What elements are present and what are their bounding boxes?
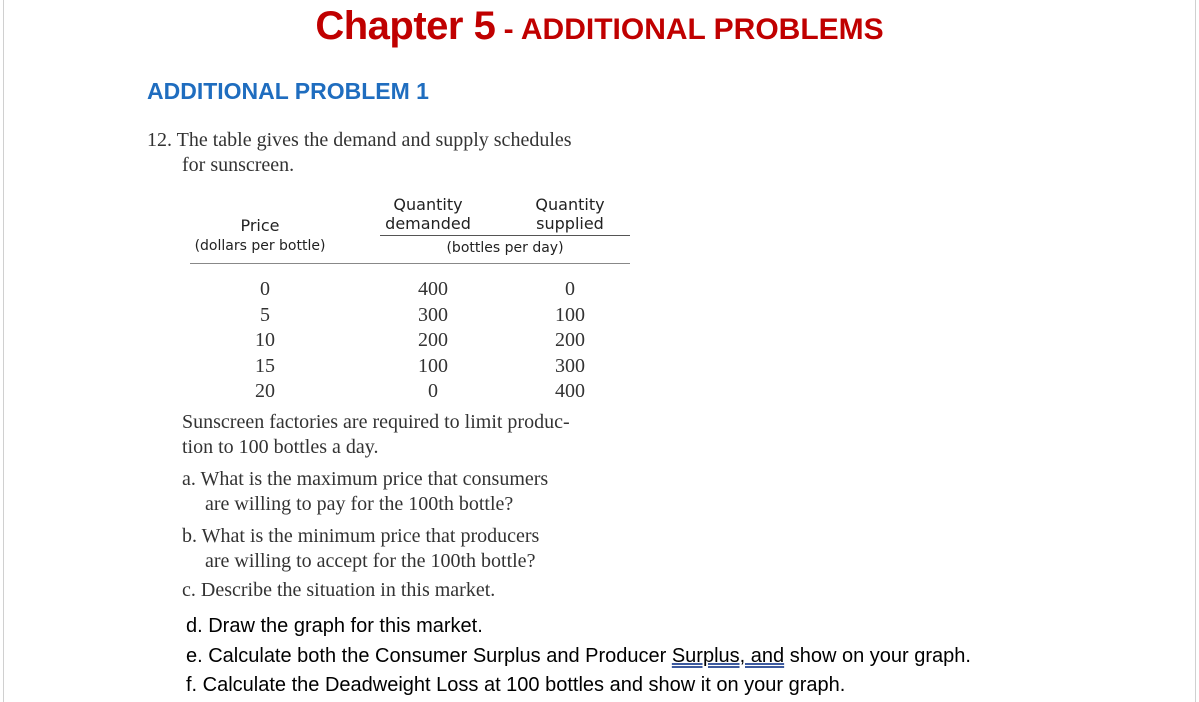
table-cell: 0: [428, 380, 438, 402]
question-a-line-1: a. What is the maximum price that consumers: [182, 468, 549, 490]
condition-line-2: tion to 100 bottles a day.: [182, 436, 379, 458]
header-rule-upper: [380, 235, 630, 236]
qty-units: (bottles per day): [446, 240, 564, 256]
qd-header-2: demanded: [385, 214, 471, 233]
price-units: (dollars per bottle): [194, 238, 326, 254]
title-rest: - ADDITIONAL PROBLEMS: [495, 13, 884, 46]
table-cell: 400: [555, 380, 585, 402]
table-cell: 300: [555, 354, 585, 377]
table-cell: 300: [418, 303, 448, 326]
page-title: [0, 4, 1199, 49]
table-cell: 200: [555, 329, 585, 351]
table-cell: 10: [255, 329, 275, 351]
condition-line-1: Sunscreen factories are required to limit produc-: [182, 411, 570, 433]
question-e-underlined: Surplus, and: [671, 645, 785, 667]
question-e: [186, 644, 971, 668]
qs-header-2: supplied: [536, 214, 604, 233]
table-cell: 20: [255, 380, 275, 402]
problem-heading: ADDITIONAL PROBLEM 1: [147, 78, 429, 104]
quantity-demanded-column: [403, 277, 463, 405]
price-header: Price: [240, 216, 280, 235]
table-cell: 400: [418, 278, 448, 300]
intro-line-1: 12. The table gives the demand and supply schedules: [147, 129, 572, 151]
table-cell: 0: [260, 278, 270, 300]
table-cell: 15: [255, 354, 275, 377]
question-e-start: e. Calculate both the Consumer Surplus and Producer: [186, 645, 672, 667]
question-a-line-2: are willing to pay for the 100th bottle?: [205, 493, 514, 515]
header-rule-lower: [190, 263, 630, 264]
table-cell: 100: [418, 354, 448, 377]
quantity-supplied-column: [540, 277, 600, 405]
qd-header-1: Quantity: [393, 195, 463, 214]
title-chapter: Chapter 5: [315, 4, 496, 48]
qs-header-1: Quantity: [535, 195, 605, 214]
table-cell: 5: [260, 303, 270, 326]
question-b-line-1: b. What is the minimum price that producers: [182, 525, 540, 547]
intro-line-2: for sunscreen.: [182, 154, 295, 176]
question-c: c. Describe the situation in this market.: [182, 579, 496, 601]
table-cell: 0: [565, 278, 575, 300]
question-e-end: show on your graph.: [784, 645, 971, 667]
price-column: [235, 277, 295, 405]
table-cell: 100: [555, 303, 585, 326]
question-f: f. Calculate the Deadweight Loss at 100 bottles and show it on your graph.: [186, 674, 846, 696]
question-b-line-2: are willing to accept for the 100th bottle?: [205, 550, 536, 572]
table-cell: 200: [418, 329, 448, 351]
question-d: d. Draw the graph for this market.: [186, 615, 483, 637]
